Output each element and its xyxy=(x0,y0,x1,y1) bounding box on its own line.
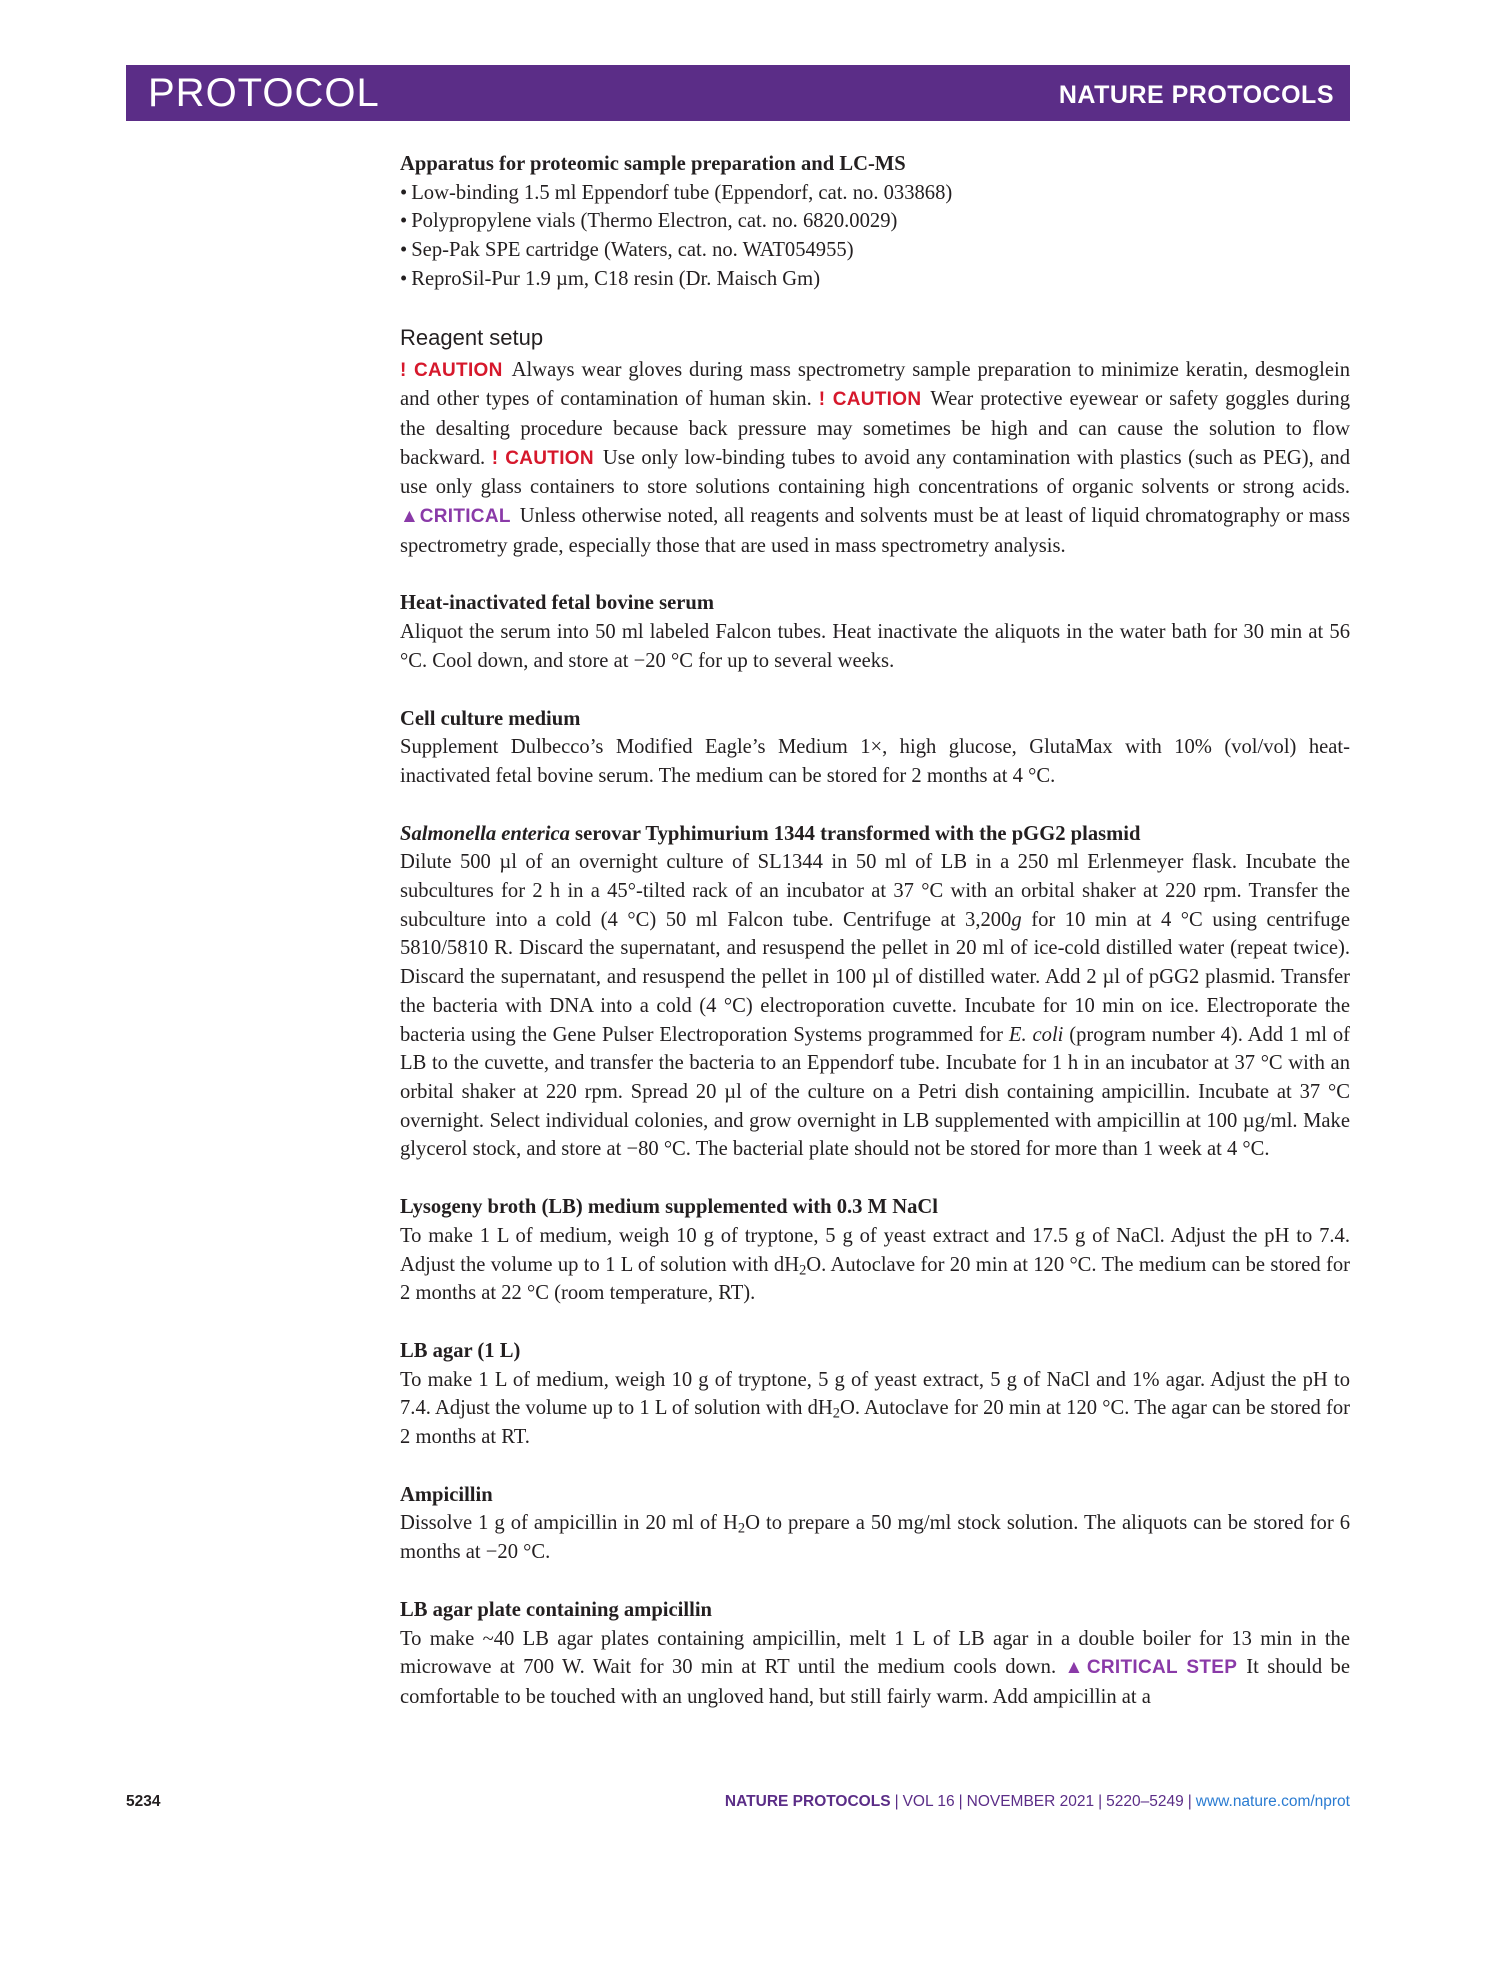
footer-pages: 5220–5249 xyxy=(1106,1793,1184,1810)
header-journal-name: NATURE PROTOCOLS xyxy=(1058,80,1334,109)
critical-text: Unless otherwise noted, all reagents and solvents must be at least of liquid chromatography or mass spectrometry grade, especially those that are used in mass spectrometry analysis. xyxy=(400,505,1350,557)
g-force-unit: g xyxy=(1011,908,1022,931)
list-item-text: ReproSil-Pur 1.9 µm, C18 resin (Dr. Maisch Gm) xyxy=(411,267,821,290)
bullet-icon: • xyxy=(400,181,408,204)
salmonella-text-part: (program number 4). Add 1 ml of LB to the cuvette, and transfer the bacteria to an Eppendorf tube. Incubate for 1 h in an incubator at 37 °C with an orbital shaker at 220 rpm. Spread 20 µl of the culture on a Petri dish containing ampicillin. Incubate at 37 °C overnight. Select individual colonies, and grow overnight in LB supplemented with ampicillin at 100 µg/ml. Make glycerol stock, and store at −80 °C. The bacterial plate should not be stored for more than 1 week at 4 °C. xyxy=(400,1023,1350,1161)
lb-agar-text-part: To make 1 L of medium, weigh 10 g of tryptone, 5 g of yeast extract, 5 g of NaCl and 1% agar. Adjust the pH to 7.4. Adjust the volume up to 1 L of solution with dH xyxy=(400,1368,1350,1420)
footer-separator: | xyxy=(894,1793,899,1810)
list-item xyxy=(400,236,1350,265)
salmonella-text-part: for 10 min at 4 °C using centrifuge 5810/5810 R. Discard the supernatant, and resuspend the pellet in 20 ml of ice-cold distilled water (repeat twice). Discard the supernatant, and resuspend the pellet in 100 µl of distilled water. Add 2 µl of pGG2 plasmid. Transfer the bacteria with DNA into a cold (4 °C) electroporation cuvette. Incubate for 10 min on ice. Electroporate the bacteria using the Gene Pulser Electroporation Systems programmed for xyxy=(400,908,1350,1046)
medium-section xyxy=(400,705,1350,791)
list-item xyxy=(400,207,1350,236)
ampicillin-text xyxy=(400,1509,1350,1566)
lb-nacl-text-part: O. Autoclave for 20 min at 120 °C. The medium can be stored for 2 months at 22 °C (room temperature, RT). xyxy=(400,1253,1350,1305)
ampicillin-section xyxy=(400,1481,1350,1567)
fbs-text: Aliquot the serum into 50 ml labeled Falcon tubes. Heat inactivate the aliquots in the water bath for 30 min at 56 °C. Cool down, and store at −20 °C for up to several weeks. xyxy=(400,621,1350,672)
lb-nacl-text xyxy=(400,1222,1350,1308)
lb-nacl-text-part: To make 1 L of medium, weigh 10 g of tryptone, 5 g of yeast extract and 17.5 g of NaCl. Adjust the pH to 7.4. Adjust the volume up to 1 L of solution with dH xyxy=(400,1224,1350,1276)
header-section-label: PROTOCOL xyxy=(148,71,380,115)
critical-label: ▲CRITICAL xyxy=(400,506,511,528)
subscript: 2 xyxy=(799,1262,807,1279)
ampicillin-text-part: Dissolve 1 g of ampicillin in 20 ml of H xyxy=(400,1512,738,1535)
list-item-text: Sep-Pak SPE cartridge (Waters, cat. no. WAT054955) xyxy=(411,239,854,262)
list-item xyxy=(400,179,1350,208)
reagent-setup-text xyxy=(400,356,1350,561)
ecoli-name: E. coli xyxy=(1008,1023,1064,1046)
apparatus-heading: Apparatus for proteomic sample preparation and LC-MS xyxy=(400,153,906,175)
ampicillin-text-part: O to prepare a 50 mg/ml stock solution. The aliquots can be stored for 6 months at −20 °C. xyxy=(400,1512,1350,1564)
lb-agar-heading: LB agar (1 L) xyxy=(400,1339,521,1362)
lb-nacl-heading: Lysogeny broth (LB) medium supplemented with 0.3 M NaCl xyxy=(400,1196,938,1219)
salmonella-species-name: Salmonella enterica xyxy=(400,822,570,845)
subscript: 2 xyxy=(832,1405,840,1422)
list-item xyxy=(400,265,1350,294)
footer-url-link[interactable]: www.nature.com/nprot xyxy=(1195,1793,1350,1810)
caution-label: ! CAUTION xyxy=(491,447,594,469)
lb-agar-text xyxy=(400,1366,1350,1452)
salmonella-text-part: Dilute 500 µl of an overnight culture of SL1344 in 50 ml of LB in a 250 ml Erlenmeyer flask. Incubate the subcultures for 2 h in a 45°-tilted rack of an incubator at 37 °C with an orbital shaker at 220 rpm. Transfer the subculture into a cold (4 °C) 50 ml Falcon tube. Centrifuge at 3,200 xyxy=(400,851,1350,931)
footer-date: NOVEMBER 2021 xyxy=(966,1793,1095,1810)
plate-text-part: It should be comfortable to be touched with an ungloved hand, but still fairly warm. Add ampicillin at a xyxy=(400,1656,1350,1708)
plate-section xyxy=(400,1596,1350,1712)
plate-heading: LB agar plate containing ampicillin xyxy=(400,1598,712,1621)
page-number: 5234 xyxy=(126,1793,161,1810)
list-item-text: Low-binding 1.5 ml Eppendorf tube (Eppendorf, cat. no. 033868) xyxy=(411,181,953,204)
reagent-setup-heading: Reagent setup xyxy=(400,324,544,350)
apparatus-section xyxy=(400,150,1350,294)
lb-agar-section xyxy=(400,1337,1350,1452)
plate-text xyxy=(400,1625,1350,1712)
header-bar xyxy=(126,65,1350,121)
salmonella-heading-rest: serovar Typhimurium 1344 transformed with the pGG2 plasmid xyxy=(569,822,1141,845)
fbs-heading: Heat-inactivated fetal bovine serum xyxy=(400,592,714,615)
caution-text: Wear protective eyewear or safety goggles during the desalting procedure because back pressure may sometimes be high and can cause the solution to flow backward. xyxy=(400,388,1351,469)
footer-separator: | xyxy=(1098,1793,1103,1810)
apparatus-list xyxy=(400,179,1350,294)
salmonella-heading xyxy=(400,820,1350,849)
bullet-icon: • xyxy=(400,210,408,233)
article-body xyxy=(400,150,1350,1712)
bullet-icon: • xyxy=(400,267,408,290)
critical-step-label: ▲CRITICAL STEP xyxy=(1064,1657,1238,1679)
salmonella-section xyxy=(400,820,1350,1164)
footer-separator: | xyxy=(958,1793,963,1810)
caution-label: ! CAUTION xyxy=(818,389,922,411)
salmonella-text xyxy=(400,848,1350,1164)
caution-text: Always wear gloves during mass spectrometry sample preparation to minimize keratin, desmoglein and other types of contamination of human skin. xyxy=(400,358,1350,411)
ampicillin-heading: Ampicillin xyxy=(400,1483,493,1506)
lb-agar-text-part: O. Autoclave for 20 min at 120 °C. The agar can be stored for 2 months at RT. xyxy=(400,1397,1350,1449)
footer-citation xyxy=(725,1792,1350,1812)
subscript: 2 xyxy=(737,1521,746,1538)
footer-journal: NATURE PROTOCOLS xyxy=(724,1793,891,1810)
bullet-icon: • xyxy=(400,239,408,262)
footer-separator: | xyxy=(1187,1793,1192,1810)
medium-text: Supplement Dulbecco’s Modified Eagle’s Medium 1×, high glucose, GlutaMax with 10% (vol/vol) heat-inactivated fetal bovine serum. The medium can be stored for 2 months at 4 °C. xyxy=(400,736,1350,787)
footer-volume: VOL 16 xyxy=(902,1793,955,1810)
fbs-section xyxy=(400,589,1350,675)
list-item-text: Polypropylene vials (Thermo Electron, cat. no. 6820.0029) xyxy=(411,210,898,233)
caution-label: ! CAUTION xyxy=(400,359,503,381)
reagent-setup-section xyxy=(400,323,1350,561)
lb-nacl-section xyxy=(400,1193,1350,1308)
caution-text: Use only low-binding tubes to avoid any contamination with plastics (such as PEG), and use only glass containers to store solutions containing high concentrations of organic solvents or strong acids. xyxy=(400,446,1350,499)
medium-heading: Cell culture medium xyxy=(400,707,581,730)
plate-text-part: To make ~40 LB agar plates containing ampicillin, melt 1 L of LB agar in a double boiler for 13 min in the microwave at 700 W. Wait for 30 min at RT until the medium cools down. xyxy=(400,1627,1350,1679)
